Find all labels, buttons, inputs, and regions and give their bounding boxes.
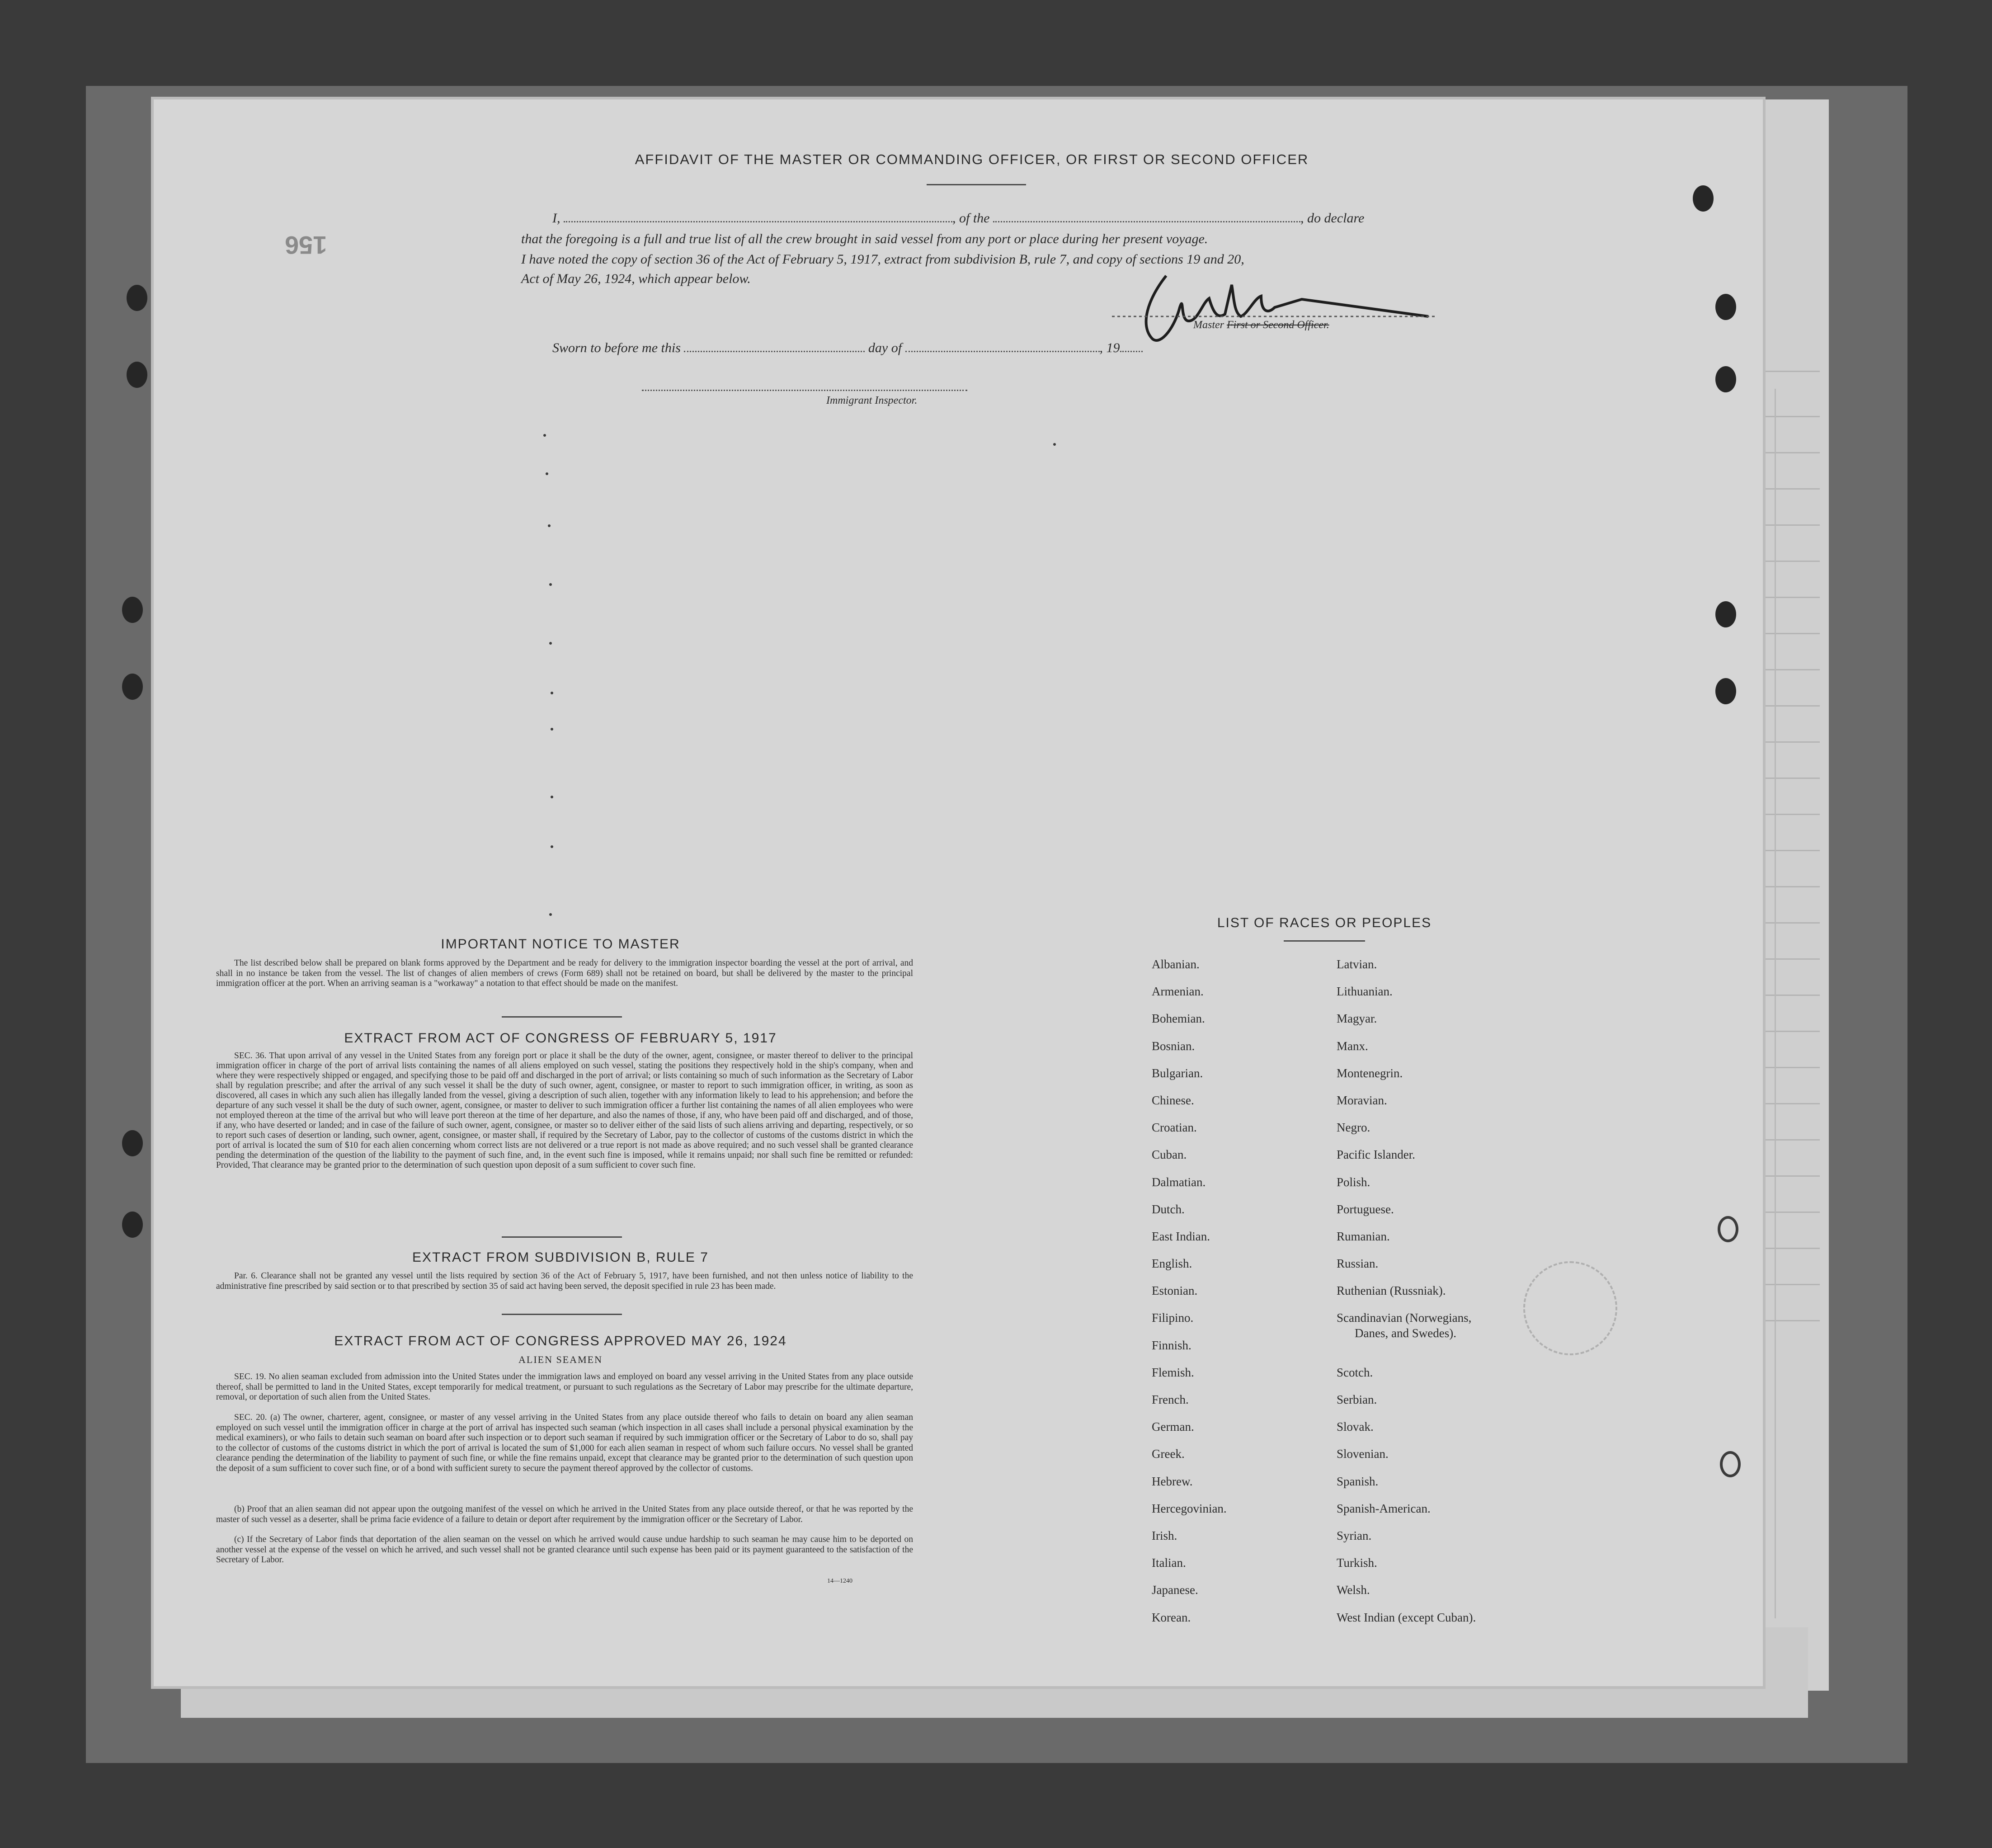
- race-item: Dalmatian.: [1152, 1175, 1206, 1189]
- race-item: Hebrew.: [1152, 1474, 1193, 1488]
- extract-rule7-text: Par. 6. Clearance shall not be granted any vessel until the lists required by section 36 of the Act of February 5, 1917, have been furnished, and not then unless notice of liability to the administrative fine prescribed by said section or to that prescribed by section 35 of said act having been served, the deposit specified in rule 23 has been made.: [216, 1271, 913, 1291]
- faint-circular-stamp: [1523, 1261, 1617, 1355]
- race-item: Moravian.: [1337, 1093, 1387, 1107]
- margin-mark: [551, 692, 553, 694]
- punch-hole: [1715, 601, 1736, 627]
- margin-mark: [548, 524, 551, 527]
- sec-20c-text: (c) If the Secretary of Labor finds that deportation of the alien seaman on the vessel on which he arrived would cause undue hardship to such seaman he may cause him to be deported on another vessel at the expense of the vessel on which he arrived, and such vessel shall not be granted clearance until such expense has been paid or its payment guaranteed to the satisfaction of the Secretary of Labor.: [216, 1535, 913, 1565]
- races-title: LIST OF RACES OR PEOPLES: [1217, 915, 1432, 930]
- sec-20b-text: (b) Proof that an alien seaman did not appear upon the outgoing manifest of the vessel on which he arrived in the United States from any place outside thereof, or that he was reported by the master of such vessel as a deserter, shall be prima facie evidence of a failure to detain or deport after requirement by the immigration officer or the Secretary of Labor.: [216, 1504, 913, 1524]
- race-item: Scandinavian (Norwegians,: [1337, 1311, 1472, 1325]
- race-item: French.: [1152, 1393, 1189, 1406]
- race-item: Hercegovinian.: [1152, 1501, 1227, 1515]
- race-item: Polish.: [1337, 1175, 1370, 1189]
- races-right-column: [1337, 957, 1476, 1638]
- alien-seamen-subtitle: ALIEN SEAMEN: [518, 1354, 603, 1365]
- sworn-day-label: day of: [868, 340, 902, 355]
- race-item: Montenegrin.: [1337, 1066, 1403, 1080]
- punch-hole: [1715, 678, 1736, 704]
- notice-title: IMPORTANT NOTICE TO MASTER: [441, 937, 680, 952]
- punch-hole: [127, 362, 147, 388]
- race-item-scandinavian: [1337, 1311, 1476, 1365]
- margin-mark: [549, 583, 552, 586]
- race-item: Latvian.: [1337, 957, 1377, 971]
- vessel-blank: [993, 210, 1300, 222]
- signer-role: [1193, 319, 1329, 331]
- race-item: Italian.: [1152, 1556, 1186, 1570]
- punch-hole: [1720, 1451, 1741, 1477]
- affidavit-line-4: Act of May 26, 1924, which appear below.: [521, 271, 751, 286]
- race-item: Spanish-American.: [1337, 1501, 1431, 1515]
- inspector-label: Immigrant Inspector.: [826, 395, 918, 406]
- race-item: West Indian (except Cuban).: [1337, 1610, 1476, 1624]
- race-item: Ruthenian (Russniak).: [1337, 1284, 1446, 1298]
- race-item: Welsh.: [1337, 1583, 1370, 1597]
- signer-role-struck: First or Second Officer.: [1227, 319, 1329, 331]
- race-item: Filipino.: [1152, 1311, 1194, 1325]
- divider: [927, 184, 1026, 185]
- extract-rule7-title: EXTRACT FROM SUBDIVISION B, RULE 7: [412, 1250, 709, 1265]
- inspector-signature-line: [642, 390, 967, 391]
- punch-hole: [122, 597, 143, 623]
- punch-hole: [1693, 185, 1714, 212]
- margin-mark: [549, 642, 552, 645]
- extract-1917-title: EXTRACT FROM ACT OF CONGRESS OF FEBRUARY 5, 1917: [344, 1031, 777, 1046]
- race-item: Spanish.: [1337, 1474, 1379, 1488]
- margin-mark: [546, 472, 548, 475]
- race-item: Albanian.: [1152, 957, 1200, 971]
- race-item-continuation: Danes, and Swedes).: [1355, 1326, 1456, 1340]
- race-item: Pacific Islander.: [1337, 1148, 1415, 1162]
- race-item: Croatian.: [1152, 1121, 1197, 1135]
- affidavit-title: AFFIDAVIT OF THE MASTER OR COMMANDING OFFICER, OR FIRST OR SECOND OFFICER: [635, 151, 1309, 167]
- margin-mark: [551, 845, 553, 848]
- race-item: Negro.: [1337, 1121, 1370, 1135]
- punch-hole: [122, 1130, 143, 1156]
- sworn-month-blank: [905, 340, 1100, 352]
- extract-1924-title: EXTRACT FROM ACT OF CONGRESS APPROVED MAY 26, 1924: [334, 1334, 787, 1348]
- sworn-year-blank: [1120, 340, 1143, 352]
- affidavit-i-label: I,: [552, 211, 560, 226]
- race-item: Chinese.: [1152, 1093, 1194, 1107]
- signer-role-master: Master: [1193, 319, 1224, 331]
- punch-hole: [122, 674, 143, 700]
- divider: [502, 1236, 622, 1238]
- affidavit-line-2: that the foregoing is a full and true list of all the crew brought in said vessel from any port or place during her present voyage.: [521, 231, 1208, 246]
- affidavit-line-3: I have noted the copy of section 36 of the Act of February 5, 1917, extract from subdivision B, rule 7, and copy of sections 19 and 20,: [521, 252, 1244, 267]
- stamp-number: 156: [285, 231, 327, 259]
- race-item: Irish.: [1152, 1528, 1177, 1542]
- race-item: Syrian.: [1337, 1528, 1372, 1542]
- race-item: Portuguese.: [1337, 1202, 1394, 1216]
- name-blank: [564, 210, 952, 222]
- margin-mark: [543, 434, 546, 437]
- race-item: Bohemian.: [1152, 1012, 1205, 1026]
- race-item: Greek.: [1152, 1447, 1185, 1461]
- sworn-year-label: , 19: [1099, 340, 1120, 355]
- divider: [1284, 940, 1365, 942]
- race-item: Bulgarian.: [1152, 1066, 1203, 1080]
- race-item: Cuban.: [1152, 1148, 1187, 1162]
- race-item: Lithuanian.: [1337, 985, 1393, 999]
- race-item: Russian.: [1337, 1257, 1379, 1271]
- race-item: Rumanian.: [1337, 1229, 1390, 1243]
- race-item: Slovak.: [1337, 1420, 1374, 1434]
- race-item: Korean.: [1152, 1610, 1191, 1624]
- affidavit-line-1: [552, 210, 1416, 226]
- punch-hole: [122, 1212, 143, 1238]
- master-signature: [1112, 271, 1437, 353]
- margin-mark: [551, 728, 553, 731]
- race-item: Armenian.: [1152, 985, 1204, 999]
- affidavit-declare-label: , do declare: [1300, 211, 1365, 226]
- sec-20a-text: SEC. 20. (a) The owner, charterer, agent, consignee, or master of any vessel arriving in the United States from any place outside thereof who fails to detain on board any alien seaman employed on such vessel until the immigration officer in charge at the port of arrival has inspected such seaman (which inspection in all cases shall include a personal physical examination by the medical examiners), or who fails to detain such seaman on board after such inspection or to deport such seaman if required by such immigration officer or the Secretary of Labor to do so, shall pay to the collector of customs of the customs district in which the port of arrival is located the sum of $1,000 for each alien seaman in respect of whom such failure occurs. No vessel shall be granted clearance pending the determination of the liability to payment of such fine, or while the fine remains unpaid, except that clearance may be granted prior to the determination of such question upon the deposit of a sum sufficient to cover such fine, or of a bond with sufficient surety to secure the payment thereof approved by the collector of customs.: [216, 1413, 913, 1473]
- race-item: Dutch.: [1152, 1202, 1185, 1216]
- extract-1917-text: SEC. 36. That upon arrival of any vessel in the United States from any foreign port or place it shall be the duty of the owner, agent, consignee, or master thereof to deliver to the principal immigration officer in charge of the port of arrival lists containing the names of all aliens employed on such vessel, stating the positions they respectively hold in the ship's company, when and where they were respectively shipped or engaged, and specifying those to be paid off and discharged in the port of arrival; or lists containing so much of such information as the Secretary of Labor shall by regulation prescribe; and after the arrival of any such vessel it shall be the duty of such owner, agent, consignee, or master to report to such immigration officer, in writing, as soon as discovered, all cases in which any such alien has illegally landed from the vessel, giving a description of such alien, together with any information likely to lead to his apprehension; and before the departure of any such vessel it shall be the duty of such owner, agent, consignee, or master to deliver to such immigration officer a further list containing the names of all alien employees who were not employed thereon at the time of the arrival but who will leave port thereon at the time of her departure, and also the names of those, if any, who have been paid off and discharged, and of those, if any, who have deserted or landed; and in case of the failure of such owner, agent, consignee, or master so to deliver either of the said lists of such aliens arriving and departing, respectively, or so to report such cases of desertion or landing, such owner, agent, consignee, or master shall, if required by the Secretary of Labor, pay to the collector of customs of the customs district in which the port of arrival is located the sum of $10 for each alien concerning whom correct lists are not delivered or a true report is not made as above required; and no such vessel shall be granted clearance pending the determination of the question of the liability to the payment of such fine, and, in the event such fine is imposed, while it remains unpaid; nor shall such fine be remitted or refunded: Provided, That clearance may be granted prior to the determination of such question upon deposit of a sum sufficient to cover such fine.: [216, 1051, 913, 1170]
- race-item: Turkish.: [1337, 1556, 1377, 1570]
- race-item: Finnish.: [1152, 1338, 1191, 1352]
- punch-hole: [1715, 294, 1736, 320]
- notice-text: The list described below shall be prepared on blank forms approved by the Department and be ready for delivery to the immigration inspector boarding the vessel at the port of arrival, and shall in no instance be taken from the vessel. The list of changes of alien members of crews (Form 689) shall not be retained on board, but shall be delivered by the master to the principal immigration officer at the port. When an arriving seaman is a "workaway" a notation to that effect should be made on the manifest.: [216, 958, 913, 988]
- form-number: 14—1240: [827, 1578, 852, 1584]
- race-item: Manx.: [1337, 1039, 1368, 1053]
- sworn-line: [552, 340, 1143, 356]
- sworn-label: Sworn to before me this: [552, 340, 681, 355]
- races-left-column: [1152, 957, 1227, 1638]
- sworn-date-blank: [684, 340, 865, 352]
- race-item: Estonian.: [1152, 1284, 1198, 1298]
- race-item: East Indian.: [1152, 1229, 1210, 1243]
- punch-hole: [127, 285, 147, 311]
- sec-19-text: SEC. 19. No alien seaman excluded from admission into the United States under the immigration laws and employed on board any vessel arriving in the United States from any place outside thereof, shall be permitted to land in the United States, except temporarily for medical treatment, or pursuant to such regulations as the Secretary of Labor may prescribe for the ultimate departure, removal, or deportation of such alien from the United States.: [216, 1372, 913, 1402]
- race-item: English.: [1152, 1257, 1192, 1271]
- margin-mark: [549, 913, 552, 916]
- race-item: Scotch.: [1337, 1365, 1373, 1379]
- margin-mark: [1053, 443, 1056, 446]
- race-item: German.: [1152, 1420, 1194, 1434]
- divider: [502, 1016, 622, 1018]
- margin-mark: [551, 796, 553, 798]
- punch-hole: [1718, 1216, 1738, 1242]
- race-item: Bosnian.: [1152, 1039, 1195, 1053]
- race-item: Serbian.: [1337, 1393, 1377, 1407]
- race-item: Magyar.: [1337, 1012, 1377, 1026]
- race-item: Slovenian.: [1337, 1447, 1389, 1461]
- affidavit-of-label: , of the: [952, 211, 990, 226]
- punch-hole: [1715, 366, 1736, 392]
- race-item: Japanese.: [1152, 1583, 1198, 1597]
- divider: [502, 1314, 622, 1315]
- race-item: Flemish.: [1152, 1365, 1194, 1379]
